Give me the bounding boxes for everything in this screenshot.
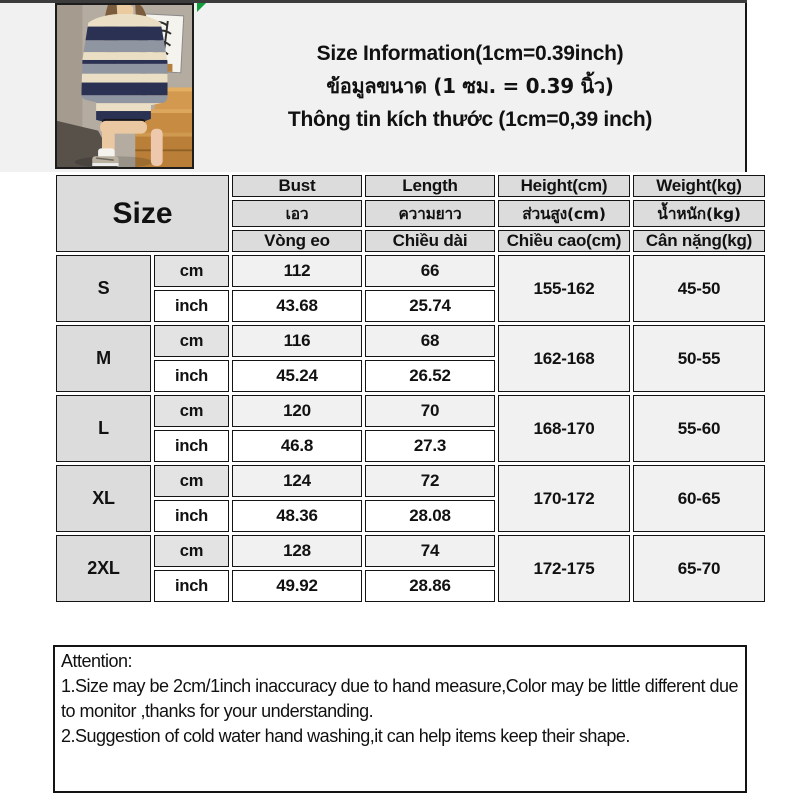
product-photo (55, 3, 194, 169)
size-cell: 2XL (56, 535, 151, 602)
length-inch-cell: 27.3 (365, 430, 495, 462)
col-header-length-en: Length (365, 175, 495, 197)
title-line-vi: Thông tin kích thước (1cm=0,39 inch) (287, 107, 653, 131)
col-header-height-en: Height(cm) (498, 175, 630, 197)
size-cell: M (56, 325, 151, 392)
length-cm-cell: 68 (365, 325, 495, 357)
unit-cm-cell: cm (154, 255, 229, 287)
bust-cm-cell: 124 (232, 465, 362, 497)
height-range-cell: 172-175 (498, 535, 630, 602)
attention-line-2: 2.Suggestion of cold water hand washing,it can help items keep their shape. (61, 726, 630, 746)
unit-inch-cell: inch (154, 430, 229, 462)
bust-cm-cell: 128 (232, 535, 362, 567)
col-header-height-vi: Chiều cao(cm) (498, 230, 630, 252)
length-inch-cell: 26.52 (365, 360, 495, 392)
product-photo-illustration (57, 5, 192, 167)
unit-cm-cell: cm (154, 395, 229, 427)
weight-range-cell: 45-50 (633, 255, 765, 322)
size-cell: L (56, 395, 151, 462)
size-header-cell: Size (56, 175, 229, 252)
col-header-length-vi: Chiều dài (365, 230, 495, 252)
unit-cm-cell: cm (154, 535, 229, 567)
height-range-cell: 162-168 (498, 325, 630, 392)
unit-inch-cell: inch (154, 290, 229, 322)
col-header-bust-th: เอว (232, 200, 362, 227)
bust-inch-cell: 45.24 (232, 360, 362, 392)
unit-cm-cell: cm (154, 325, 229, 357)
title-line-en: Size Information(1cm=0.39inch) (316, 41, 624, 65)
unit-inch-cell: inch (154, 500, 229, 532)
col-header-weight-vi: Cân nặng(kg) (633, 230, 765, 252)
bust-inch-cell: 46.8 (232, 430, 362, 462)
bust-cm-cell: 120 (232, 395, 362, 427)
weight-range-cell: 50-55 (633, 325, 765, 392)
size-chart-table (53, 172, 768, 605)
length-inch-cell: 25.74 (365, 290, 495, 322)
bust-cm-cell: 112 (232, 255, 362, 287)
col-header-weight-th: น้ำหนัก(kg) (633, 200, 765, 227)
weight-range-cell: 60-65 (633, 465, 765, 532)
col-header-bust-vi: Vòng eo (232, 230, 362, 252)
weight-range-cell: 55-60 (633, 395, 765, 462)
length-inch-cell: 28.86 (365, 570, 495, 602)
length-inch-cell: 28.08 (365, 500, 495, 532)
col-header-length-th: ความยาว (365, 200, 495, 227)
attention-heading: Attention: (61, 651, 133, 671)
col-header-height-th: ส่วนสูง(cm) (498, 200, 630, 227)
size-cell: S (56, 255, 151, 322)
size-information-title (197, 3, 743, 169)
unit-inch-cell: inch (154, 570, 229, 602)
unit-cm-cell: cm (154, 465, 229, 497)
height-range-cell: 170-172 (498, 465, 630, 532)
col-header-weight-en: Weight(kg) (633, 175, 765, 197)
attention-line-1: 1.Size may be 2cm/1inch inaccuracy due to hand measure,Color may be little different due to monitor ,thanks for your understanding. (61, 676, 739, 721)
length-cm-cell: 72 (365, 465, 495, 497)
bust-cm-cell: 116 (232, 325, 362, 357)
height-range-cell: 168-170 (498, 395, 630, 462)
bust-inch-cell: 49.92 (232, 570, 362, 602)
bust-inch-cell: 48.36 (232, 500, 362, 532)
length-cm-cell: 66 (365, 255, 495, 287)
length-cm-cell: 70 (365, 395, 495, 427)
attention-notes (53, 645, 747, 793)
height-range-cell: 155-162 (498, 255, 630, 322)
length-cm-cell: 74 (365, 535, 495, 567)
unit-inch-cell: inch (154, 360, 229, 392)
bust-inch-cell: 43.68 (232, 290, 362, 322)
title-line-th: ข้อมูลขนาด (1 ซม. = 0.39 นิ้ว) (326, 73, 614, 98)
size-cell: XL (56, 465, 151, 532)
weight-range-cell: 65-70 (633, 535, 765, 602)
col-header-bust-en: Bust (232, 175, 362, 197)
